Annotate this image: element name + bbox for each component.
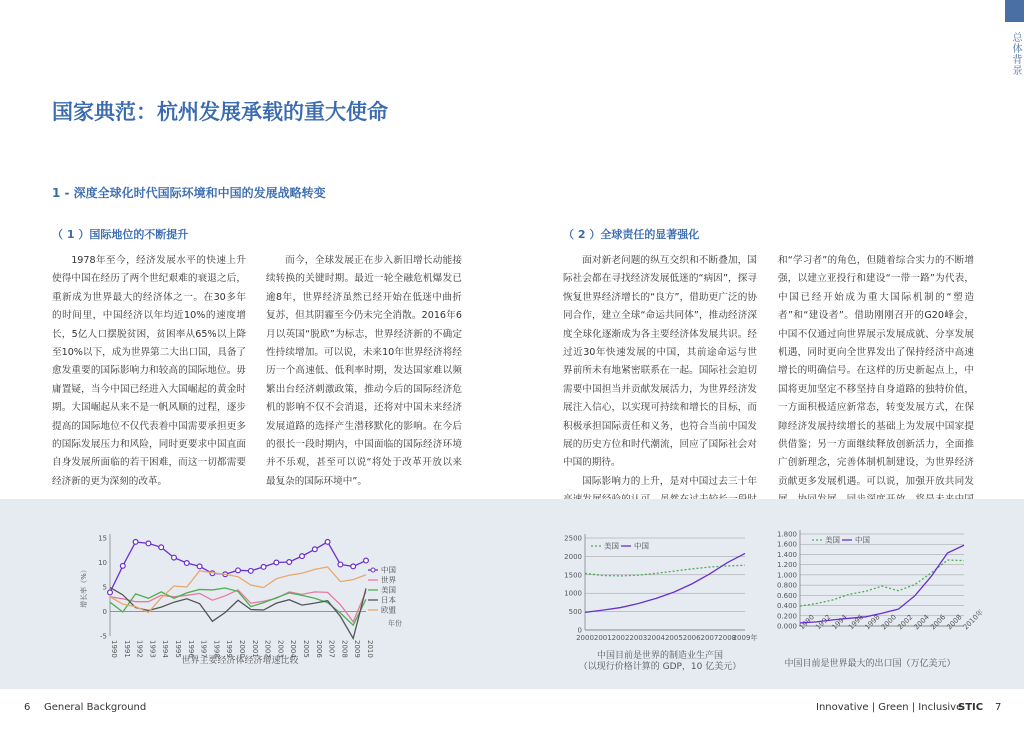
y-tick-label: 1.000: [776, 571, 797, 580]
text-column-1: [52, 252, 246, 491]
page-title: 国家典范：杭州发展承载的重大使命: [52, 100, 388, 124]
series-line-中国: [800, 545, 964, 623]
y-tick-label: 1.200: [776, 561, 797, 570]
legend-label: 中国: [634, 541, 649, 551]
x-tick-label: 2002: [263, 640, 272, 658]
text-column-2: [266, 252, 462, 491]
y-tick-label: 0: [102, 608, 107, 616]
x-tick-label: 2002: [611, 634, 630, 642]
x-tick-label: 2010年: [961, 608, 985, 632]
paragraph: 而今，全球发展正在步入新旧增长动能接续转换的关键时期。最近一轮全融危机爆发已逾8年，世界经济虽然已经开始在低迷中曲折复苏，但其阴霾至今仍未完全消散。2016年6月以英国“脱欧”为标志，世界经济新的不确定性持续增加。可以说，未来10年世界经济将经历一个高速低、低利率时期，发达国家难以频繁出台经济刺激政策，推动今后的国际经济危机的影响不仅不会消退，还将对中国未来经济发展道路的选择产生潜移默化的影响。在今后的很长一段时期内，中国面临的国际经济环境并不乐观，甚至可以说“将处于改革开放以来最复杂的国际环境中”。: [266, 255, 462, 487]
x-tick-label: 2000: [879, 613, 899, 632]
y-tick-label: 1500: [564, 571, 582, 580]
y-tick-label: -5: [100, 632, 107, 641]
subsection-title-1: （ 1 ）国际地位的不断提升: [52, 228, 189, 241]
chart1-title: 世界主要经济体经济增速比较: [181, 656, 299, 666]
chart2-subtitle: （以现行价格计算的 GDP，10 亿美元）: [578, 662, 742, 672]
y-tick-label: 15: [98, 534, 107, 543]
y-tick-label: 1000: [564, 589, 582, 598]
chart3-title: 中国目前是世界最大的出口国（万亿美元）: [784, 659, 956, 669]
series-line-美国: [110, 588, 366, 625]
footer-left-page-number: 6: [24, 702, 31, 713]
data-point: [364, 558, 369, 563]
x-tick-label: 2006: [928, 613, 948, 632]
x-tick-label: 1999: [225, 640, 234, 658]
data-point: [274, 560, 279, 565]
text-column-4: [778, 252, 974, 528]
series-line-中国: [585, 553, 745, 612]
data-point: [197, 564, 202, 569]
x-tick-label: 2000: [238, 640, 246, 658]
x-tick-label: 2009: [353, 640, 362, 658]
y-tick-label: 0.400: [776, 602, 797, 611]
series-line-世界: [110, 590, 366, 622]
data-point: [248, 568, 253, 573]
legend-label: 中国: [381, 565, 396, 575]
x-tick-label: 2010: [366, 640, 374, 658]
data-point: [351, 564, 356, 569]
data-point: [300, 554, 305, 559]
subsection-title-2: （ 2 ）全球责任的显著强化: [563, 228, 700, 241]
legend-label: 中国: [855, 535, 870, 545]
x-tick-label: 1997: [199, 640, 208, 658]
y-axis-label: 增长率（%）: [80, 566, 88, 608]
y-tick-label: 1.800: [776, 530, 797, 539]
y-tick-label: 0: [577, 626, 582, 635]
x-tick-label: 1991: [122, 640, 131, 658]
legend-label: 美国: [381, 585, 396, 595]
x-tick-label: 2003: [276, 640, 285, 658]
data-point: [120, 564, 125, 569]
section-title: 1 - 深度全球化时代国际环境和中国的发展战略转变: [52, 186, 326, 200]
chart2-title: 中国目前是世界的制造业生产国: [596, 651, 723, 661]
x-tick-label: 2007: [700, 634, 719, 642]
data-point: [261, 565, 266, 570]
x-tick-label: 1994: [830, 613, 849, 632]
y-tick-label: 0.000: [776, 622, 797, 631]
x-tick-label: 2008: [718, 634, 737, 642]
x-tick-label: 2005: [664, 634, 683, 642]
x-tick-label: 2007: [327, 640, 336, 658]
data-point: [312, 547, 317, 552]
y-tick-label: 2000: [564, 552, 582, 561]
paragraph: 国际影响力的上升，是对中国过去三十年: [582, 475, 757, 487]
y-tick-label: 1.600: [776, 540, 797, 549]
legend-label: 日本: [381, 595, 396, 605]
x-tick-label: 2005: [302, 640, 310, 658]
x-axis-label: 年份: [388, 619, 402, 628]
footer-right-page-number: 7: [995, 702, 1002, 713]
x-tick-label: 1990: [797, 613, 817, 632]
x-tick-label: 2003: [629, 634, 648, 642]
growth-comparison-chart: [78, 518, 408, 658]
y-tick-label: 2500: [564, 534, 582, 543]
y-tick-label: 1.400: [776, 550, 797, 559]
x-tick-label: 2004: [912, 613, 931, 632]
legend-label: 欧盟: [381, 605, 396, 615]
text-column-3: [563, 252, 757, 528]
x-tick-label: 2001: [593, 634, 612, 642]
x-tick-label: 2006: [314, 640, 323, 658]
x-tick-label: 2009年: [732, 634, 758, 642]
data-point: [236, 568, 241, 573]
y-tick-label: 500: [568, 608, 582, 617]
data-point: [184, 561, 189, 566]
x-tick-label: 2001: [250, 640, 259, 658]
paragraph: 和“学习者”的角色，但随着综合实力的不断增强，以建立亚投行和建设“一带一路”为代表，中国已经开始成为重大国际机制的“塑造者”和“建设者”。借助刚刚召开的G20峰会，中国不仅通过向世界展示发展成就、分享发展机遇，同时更向全世界发出了保持经济中高速增长的明确信号。在这样的历史新起点上，中国将更加坚定不移坚持自身道路的独特价值，一方面积极适应新常态，转变发展方式，在保障经济发展持续增长的基础上为发展中国家提供借鉴；另一方面继续释放创新活力，全面推广创新理念，完善体制机制建设，为世界经济贡献更多发展机遇。可以说，加强开放共同发: [778, 255, 974, 487]
y-tick-label: 0.800: [776, 581, 797, 590]
x-tick-label: 1996: [186, 640, 195, 658]
x-tick-label: 1996: [846, 613, 866, 632]
x-tick-label: 2000: [576, 634, 594, 642]
paragraph: 1978年至今，经济发展水平的快速上升使得中国在经历了两个世纪艰难的衰退之后，重新成为世界最大的经济体之一。在30多年的时间里，中国经济以年均近10%的速度增长，5亿人口摆脱贫困，贫困率从65%以上降至10%以下，成为世界第二大出口国，具备了愈发重要的国际影响力和较高的国际地位。毋庸置疑，当今中国已经进入大国崛起的黄金时期。大国崛起从来不是一帆风顺的过程，逐步提高的国际地位不仅代表着中国需要承担更多的国际发展压力和风险，同时更要求中国直面自身发展所面临的若干困难，而这一切都需要经济新的更为深刻的改革。: [52, 255, 247, 487]
x-tick-label: 1995: [174, 640, 182, 658]
x-tick-label: 1993: [148, 640, 157, 658]
x-tick-label: 2004: [289, 640, 298, 658]
paragraph: 面对新老问题的纵互交织和不断叠加，国际社会都在寻找经济发展低迷的“病因”，探寻恢复世界经济增长的“良方”，借助更广泛的协同合作，建立全球“命运共同体”，推动经济深度全球化逐渐成为各主要经济体发展共识。经过近30年快速发展的中国，其前途命运与世界前所未有地紧密联系在一起。国际社会迫切需要中国担当并贡献发展活力，为世界经济发展注入信心，以实现可持续和增长的目标，而积极承担国际责任和义务，也符合当前中国发展的历史方位和时代潮流，回应了国际社会对中国的期待。: [563, 255, 757, 469]
y-tick-label: 5: [102, 583, 107, 592]
y-tick-label: 0.200: [776, 612, 797, 621]
section-side-label: 总体背景: [1010, 32, 1021, 76]
x-tick-label: 1998: [212, 640, 221, 658]
legend-marker: [371, 568, 375, 572]
x-tick-label: 2008: [945, 613, 964, 632]
x-tick-label: 1992: [135, 640, 144, 658]
section-tab-marker: [1005, 0, 1024, 22]
x-tick-label: 1994: [161, 640, 170, 658]
data-point: [159, 545, 164, 550]
footer-right-text: Innovative | Green | Inclusive: [816, 702, 963, 713]
x-tick-label: 1998: [863, 613, 882, 632]
exports-chart: [766, 528, 985, 652]
manufacturing-chart: [555, 530, 758, 648]
x-tick-label: 1990: [110, 640, 118, 658]
x-tick-label: 2006: [682, 634, 701, 642]
data-point: [325, 540, 330, 545]
data-point: [338, 562, 343, 567]
x-tick-label: 2002: [896, 613, 915, 632]
data-point: [108, 590, 113, 595]
data-point: [133, 540, 138, 545]
legend-label: 美国: [604, 541, 619, 551]
series-line-美国: [800, 560, 964, 606]
legend-label: 世界: [381, 575, 396, 585]
data-point: [146, 541, 151, 546]
x-tick-label: 2004: [647, 634, 666, 642]
data-point: [287, 560, 292, 565]
data-point: [172, 555, 177, 560]
x-tick-label: 2008: [340, 640, 349, 658]
x-tick-label: 1992: [814, 613, 833, 632]
footer-left-text: General Background: [44, 702, 147, 713]
y-tick-label: 10: [98, 559, 107, 567]
footer-brand: STIC: [958, 702, 984, 713]
y-tick-label: 0.600: [776, 591, 797, 600]
legend-label: 美国: [825, 535, 840, 545]
